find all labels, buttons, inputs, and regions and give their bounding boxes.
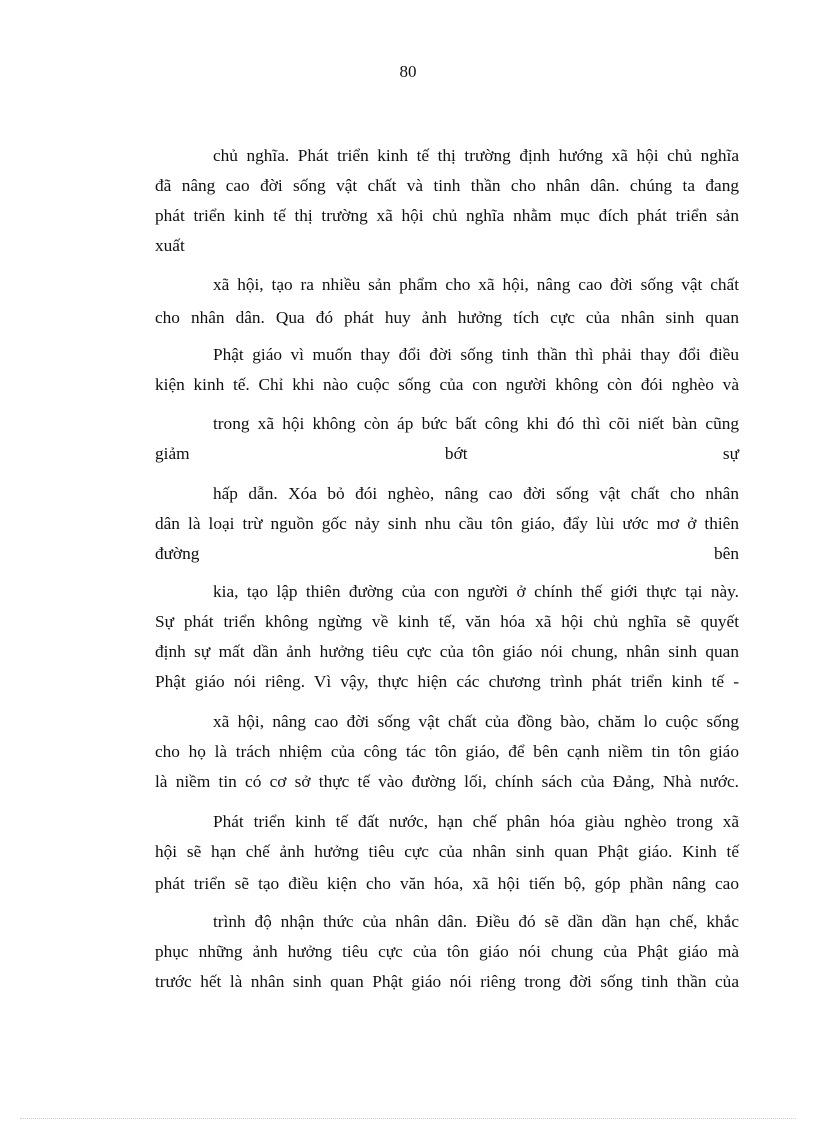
body-line: phục những ảnh hưởng tiêu cực của tôn giáo nói chung của Phật giáo mà (155, 942, 739, 961)
footer-divider (20, 1118, 796, 1119)
body-line: đã nâng cao đời sống vật chất và tinh thần cho nhân dân. chúng ta đang (155, 176, 739, 195)
body-line: hội sẽ hạn chế ảnh hưởng tiêu cực của nhân sinh quan Phật giáo. Kinh tế (155, 842, 739, 861)
body-line: Phật giáo nói riêng. Vì vậy, thực hiện các chương trình phát triển kinh tế - (155, 672, 739, 691)
body-line: dân là loại trừ nguồn gốc nảy sinh nhu cầu tôn giáo, đẩy lùi ước mơ ở thiên (155, 514, 739, 533)
body-line: giảm bớt sự (155, 444, 739, 463)
body-line: phát triển kinh tế thị trường xã hội chủ nghĩa nhằm mục đích phát triển sản (155, 206, 739, 225)
body-line: xuất (155, 236, 185, 255)
body-line: trong xã hội không còn áp bức bất công khi đó thì cõi niết bàn cũng (213, 414, 739, 433)
body-line: là niềm tin có cơ sở thực tế vào đường lối, chính sách của Đảng, Nhà nước. (155, 772, 739, 791)
body-line: định sự mất dần ảnh hưởng tiêu cực của tôn giáo nói chung, nhân sinh quan (155, 642, 739, 661)
body-line: kiện kinh tế. Chỉ khi nào cuộc sống của con người không còn đói nghèo và (155, 375, 739, 394)
body-line: kia, tạo lập thiên đường của con người ở chính thế giới thực tại này. (213, 582, 739, 601)
body-line: trước hết là nhân sinh quan Phật giáo nói riêng trong đời sống tinh thần của (155, 972, 739, 991)
body-line: đường bên (155, 544, 739, 563)
body-line: hấp dẫn. Xóa bỏ đói nghèo, nâng cao đời sống vật chất cho nhân (213, 484, 739, 503)
body-line: phát triển sẽ tạo điều kiện cho văn hóa, xã hội tiến bộ, góp phần nâng cao (155, 874, 739, 893)
body-line: xã hội, nâng cao đời sống vật chất của đồng bào, chăm lo cuộc sống (213, 712, 739, 731)
body-line: Phật giáo vì muốn thay đổi đời sống tinh thần thì phải thay đổi điều (213, 345, 739, 364)
page-number: 80 (399, 62, 417, 81)
body-line: Phát triển kinh tế đất nước, hạn chế phân hóa giàu nghèo trong xã (213, 812, 739, 831)
body-line: cho nhân dân. Qua đó phát huy ảnh hưởng tích cực của nhân sinh quan (155, 308, 739, 327)
body-line: chủ nghĩa. Phát triển kinh tế thị trường định hướng xã hội chủ nghĩa (213, 146, 739, 165)
body-line: xã hội, tạo ra nhiều sản phẩm cho xã hội, nâng cao đời sống vật chất (213, 275, 739, 294)
body-line: cho họ là trách nhiệm của công tác tôn giáo, để bên cạnh niềm tin tôn giáo (155, 742, 739, 761)
body-line: trình độ nhận thức của nhân dân. Điều đó sẽ dần dần hạn chế, khắc (213, 912, 739, 931)
body-line: Sự phát triển không ngừng về kinh tế, văn hóa xã hội chủ nghĩa sẽ quyết (155, 612, 739, 631)
